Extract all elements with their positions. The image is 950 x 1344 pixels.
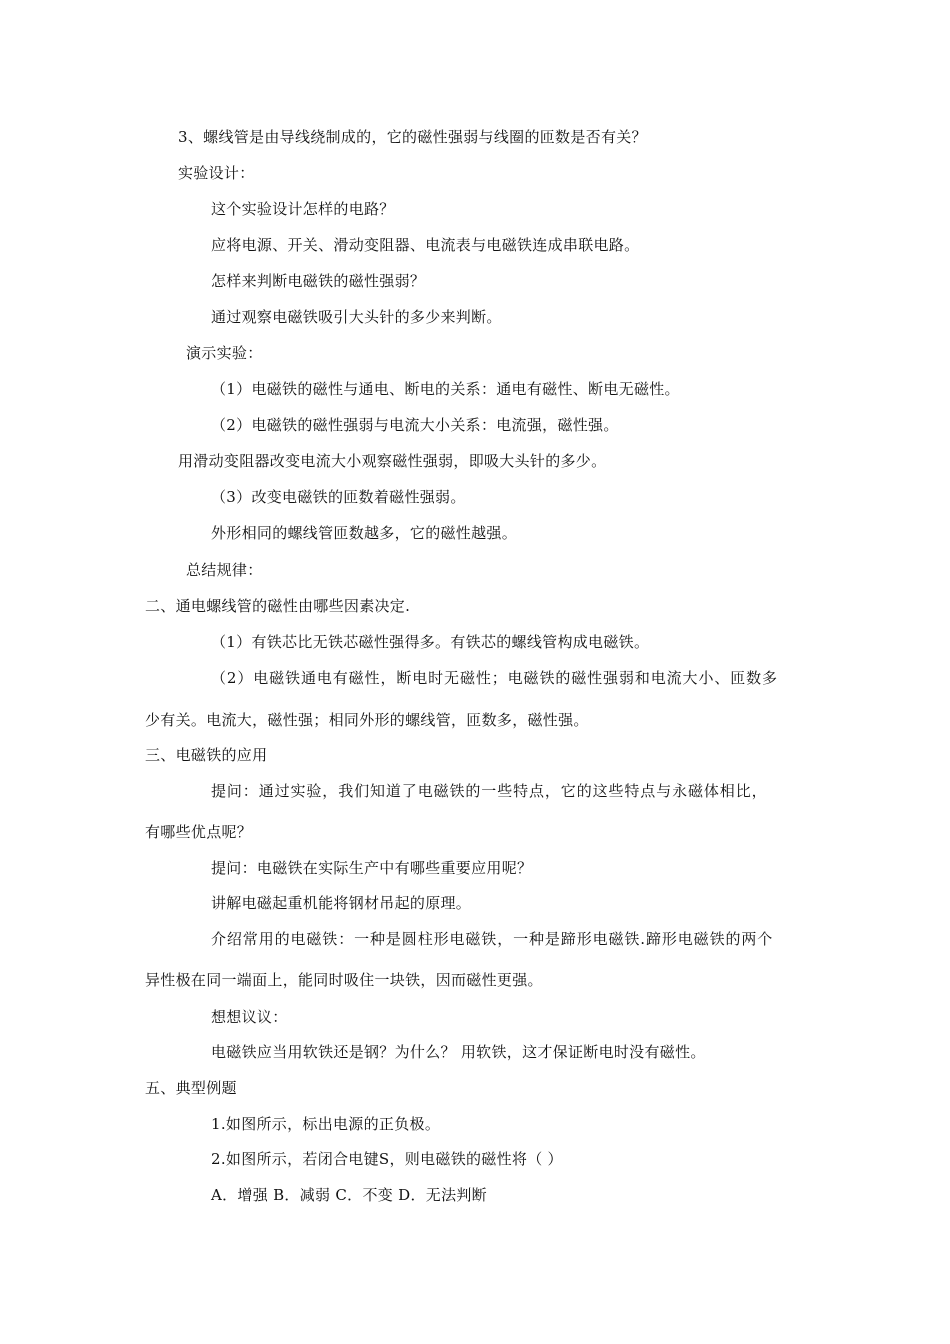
text-line: 提问：电磁铁在实际生产中有哪些重要应用呢？ — [211, 859, 533, 877]
text-line: （1）有铁芯比无铁芯磁性强得多。有铁芯的螺线管构成电磁铁。 — [211, 633, 650, 651]
text-line: 电磁铁应当用软铁还是钢？为什么？ 用软铁，这才保证断电时没有磁性。 — [211, 1043, 706, 1061]
text-line: 少有关。电流大，磁性强；相同外形的螺线管，匝数多，磁性强。 — [145, 711, 589, 729]
example-2: 2.如图所示，若闭合电键S，则电磁铁的磁性将（ ） — [211, 1150, 563, 1168]
heading-experiment-design: 实验设计： — [178, 164, 255, 182]
answer-options: A．增强 B．减弱 C．不变 D．无法判断 — [211, 1186, 487, 1204]
text-line: （1）电磁铁的磁性与通电、断电的关系：通电有磁性、断电无磁性。 — [211, 380, 680, 398]
text-line: 应将电源、开关、滑动变阻器、电流表与电磁铁连成串联电路。 — [211, 236, 640, 254]
text-line: （3）改变电磁铁的匝数着磁性强弱。 — [211, 488, 466, 506]
text-line: 介绍常用的电磁铁：一种是圆柱形电磁铁，一种是蹄形电磁铁.蹄形电磁铁的两个 — [211, 930, 774, 948]
text-line: 有哪些优点呢？ — [145, 823, 253, 841]
text-line: 提问：通过实验，我们知道了电磁铁的一些特点，它的这些特点与永磁体相比， — [211, 782, 768, 800]
example-1: 1.如图所示，标出电源的正负极。 — [211, 1115, 441, 1133]
text-line: （2）电磁铁通电有磁性，断电时无磁性；电磁铁的磁性强弱和电流大小、匝数多 — [211, 669, 778, 687]
text-line: 讲解电磁起重机能将钢材吊起的原理。 — [211, 894, 472, 912]
text-line: 这个实验设计怎样的电路？ — [211, 200, 395, 218]
heading-demo-experiment: 演示实验： — [186, 344, 263, 362]
text-line: 异性极在同一端面上，能同时吸住一块铁，因而磁性更强。 — [145, 971, 543, 989]
question-3: 3、螺线管是由导线绕制成的，它的磁性强弱与线圈的匝数是否有关？ — [178, 128, 647, 146]
text-line: 用滑动变阻器改变电流大小观察磁性强弱，即吸大头针的多少。 — [178, 452, 607, 470]
text-line: （2）电磁铁的磁性强弱与电流大小关系：电流强，磁性强。 — [211, 416, 619, 434]
text-line: 外形相同的螺线管匝数越多，它的磁性越强。 — [211, 524, 518, 542]
heading-summary: 总结规律： — [186, 561, 263, 579]
section-heading-2: 二、通电螺线管的磁性由哪些因素决定. — [145, 597, 411, 615]
heading-think-discuss: 想想议议： — [211, 1008, 288, 1026]
text-line: 怎样来判断电磁铁的磁性强弱？ — [211, 272, 426, 290]
section-heading-3: 三、电磁铁的应用 — [145, 746, 268, 764]
section-heading-5: 五、典型例题 — [145, 1079, 237, 1097]
text-line: 通过观察电磁铁吸引大头针的多少来判断。 — [211, 308, 502, 326]
